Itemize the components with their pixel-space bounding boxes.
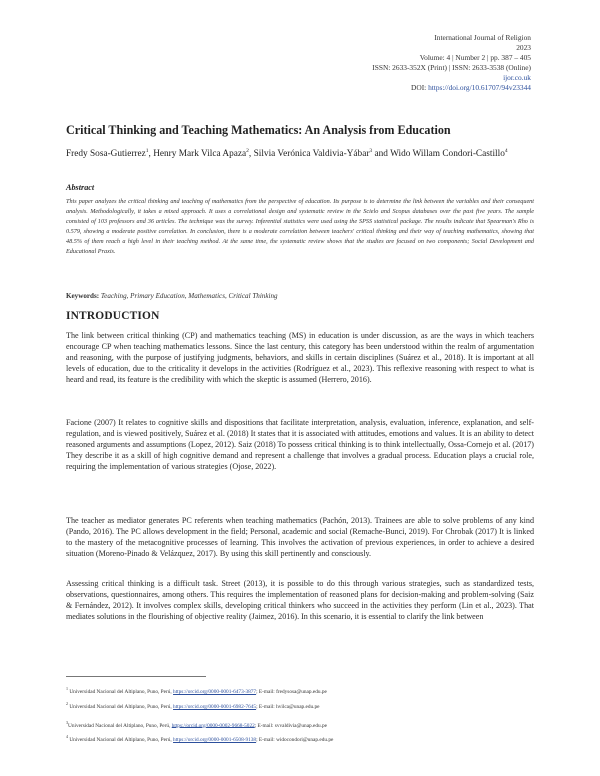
footnote-email: ; E-mail: widocondori@unap.edu.pe: [256, 737, 334, 744]
orcid-link[interactable]: https://orcid.org/0000-0001-6473-3877: [173, 688, 257, 695]
footnote-divider: [66, 676, 206, 677]
journal-year: 2023: [516, 43, 531, 53]
author-name: Wido Willam Condori-Castillo: [390, 149, 505, 160]
author-affil-sup: 4: [504, 148, 508, 154]
author-affil-sup: 2: [246, 148, 249, 154]
doi-label: DOI:: [411, 83, 429, 93]
journal-site-link[interactable]: ijor.co.uk: [503, 73, 531, 83]
footnotes: [66, 683, 536, 746]
doi-line: [271, 83, 531, 93]
footnote-email: ; E-mail: fredysosa@unap.edu.pe: [256, 688, 327, 695]
footnote-affiliation: Universidad Nacional del Altiplano, Puno, Perú,: [68, 722, 172, 729]
author-name: Henry Mark Vilca Apaza: [153, 149, 247, 160]
body-paragraph: The link between critical thinking (CP) and mathematics teaching (MS) in education is under discussion, as are the ways in which teachers encourage CP when teaching mathematics lessons. Since the last century, this category has been understood within the realm of argumentation and reasoning, with the purpose of justifying judgments, behaviors, and skills in certain disciplines (Suárez et al., 2018). It is important at all levels of education, due to the criticality it develops in the activities (Rodríguez et al., 2023). This reflexive reasoning with respect to what is heard and read, its feature is the credibility with which the skeptic is assumed (Herrero, 2016).: [66, 331, 534, 385]
author-affil-sup: 3: [369, 148, 373, 154]
footnote: [66, 698, 536, 713]
doi-link[interactable]: https://doi.org/10.61707/94v23344: [428, 83, 531, 93]
journal-header: [271, 33, 531, 94]
keywords-line: [66, 292, 534, 300]
orcid-link[interactable]: https://orcid.org/0000-0002-9668-5022: [171, 722, 255, 729]
author-name: Fredy Sosa-Gutierrez: [66, 149, 146, 160]
journal-name: International Journal of Religion: [434, 33, 531, 42]
body-paragraph: Facione (2007) It relates to cognitive skills and dispositions that facilitate interpretation, analysis, evaluation, inference, explanation, and self-regulation, and is viewed positively, Suárez et al. (2018) It states that it is associated with attitudes, emotions and values. It is an ability to detect reasoned arguments and assumptions (Lopez, 2012). Saiz (2018) To possess critical thinking is to think intellectually, Ossa-Cornejo et al. (2017) They describe it as a skill of high cognitive demand and represent a challenge that involves a gradual process. Education plays a crucial role, requiring the implementation of various strategies (Ojose, 2022).: [66, 418, 534, 472]
author-separator: ,: [148, 149, 154, 160]
section-heading-introduction: INTRODUCTION: [66, 310, 160, 322]
orcid-link[interactable]: https://orcid.org/0000-0001-6982-7645: [173, 703, 257, 710]
footnote: [66, 683, 536, 698]
footnote-email: ; E-mail: svvaldivia@unap.edu.pe: [254, 722, 327, 729]
author-list: [66, 145, 536, 161]
keywords-label: Keywords:: [66, 292, 100, 300]
body-paragraph: Assessing critical thinking is a difficult task. Street (2013), it is possible to do this through various strategies, such as standardized tests, observations, questionnaires, among others. This requires the implementation of reasoned plans for decision-making and problem-solving (Saiz & Fernández, 2012). It involves complex skills, developing critical thinkers who succeed in the activities they perform (Lin et al., 2023). That mediates solutions in the flourishing of objective reality (Jaimez, 2016). In this scenario, it is essential to clarify the link between: [66, 579, 534, 622]
author-separator: ,: [248, 149, 254, 160]
footnote-number: 1: [66, 686, 68, 691]
keywords-values: Teaching, Primary Education, Mathematics, Critical Thinking: [100, 292, 278, 300]
journal-issn: ISSN: 2633-352X (Print) | ISSN: 2633-3538 (Online): [372, 63, 531, 73]
footnote-affiliation: Universidad Nacional del Altiplano, Puno, Perú,: [69, 737, 174, 744]
abstract-heading: Abstract: [66, 183, 95, 192]
body-paragraph: The teacher as mediator generates PC referents when teaching mathematics (Pachón, 2013). Trainees are able to solve problems of any kind (Pando, 2016). The PC allows development in the field; Personal, academic and social (Remache-Bunci, 2019). For Chrobak (2017) It is linked to the mastery of the metacognitive processes of learning. This involves the activation of previous experiences, in order to achieve a desired situation (Moreno-Pinado & Velázquez, 2017). By using this skill pertinently and consciously.: [66, 516, 534, 559]
journal-volume: Volume: 4 | Number 2 | pp. 387 – 405: [419, 53, 531, 63]
author-affil-sup: 1: [145, 148, 149, 154]
footnote-affiliation: Universidad Nacional del Altiplano, Puno, Perú,: [69, 688, 174, 695]
footnote-number: 4: [66, 734, 68, 740]
footnote-number: 2: [66, 700, 68, 706]
abstract-text: This paper analyzes the critical thinking and teaching of mathematics from the perspective of education. Its purpose is to determine the link between the variables and their consequent analysis. Methodologically, it takes a mixed approach. It uses a correlational design and systematic review in the Scielo and Scopus databases over the past five years. The sample consisted of 103 professors and 36 articles. The technique was the survey. Inferential statistics were used using the SPSS statistical package. The results indicate that Spearman's Rho is 0.579, showing a moderate positive correlation. In conclusion, there is a moderate correlation between teachers' critical thinking and their way of teaching mathematics, showing that 48.5% of them reach a high level in their teaching method. At the same time, the systematic review shows that the studies are focused on two components; Social Development and Educational Praxis.: [66, 198, 534, 255]
footnote-email: ; E-mail: hvilca@unap.edu.pe: [256, 703, 320, 710]
orcid-link[interactable]: https://orcid.org/0000-0001-6508-9138: [173, 737, 257, 744]
author-separator: and: [372, 149, 391, 160]
paper-title: Critical Thinking and Teaching Mathematics: An Analysis from Education: [66, 123, 451, 137]
footnote: [66, 717, 536, 732]
footnote: [66, 731, 536, 746]
footnote-number: 3: [66, 719, 68, 725]
author-name: Silvia Verónica Valdivia-Yábar: [253, 149, 370, 160]
footnote-affiliation: Universidad Nacional del Altiplano, Puno, Perú,: [69, 703, 174, 710]
